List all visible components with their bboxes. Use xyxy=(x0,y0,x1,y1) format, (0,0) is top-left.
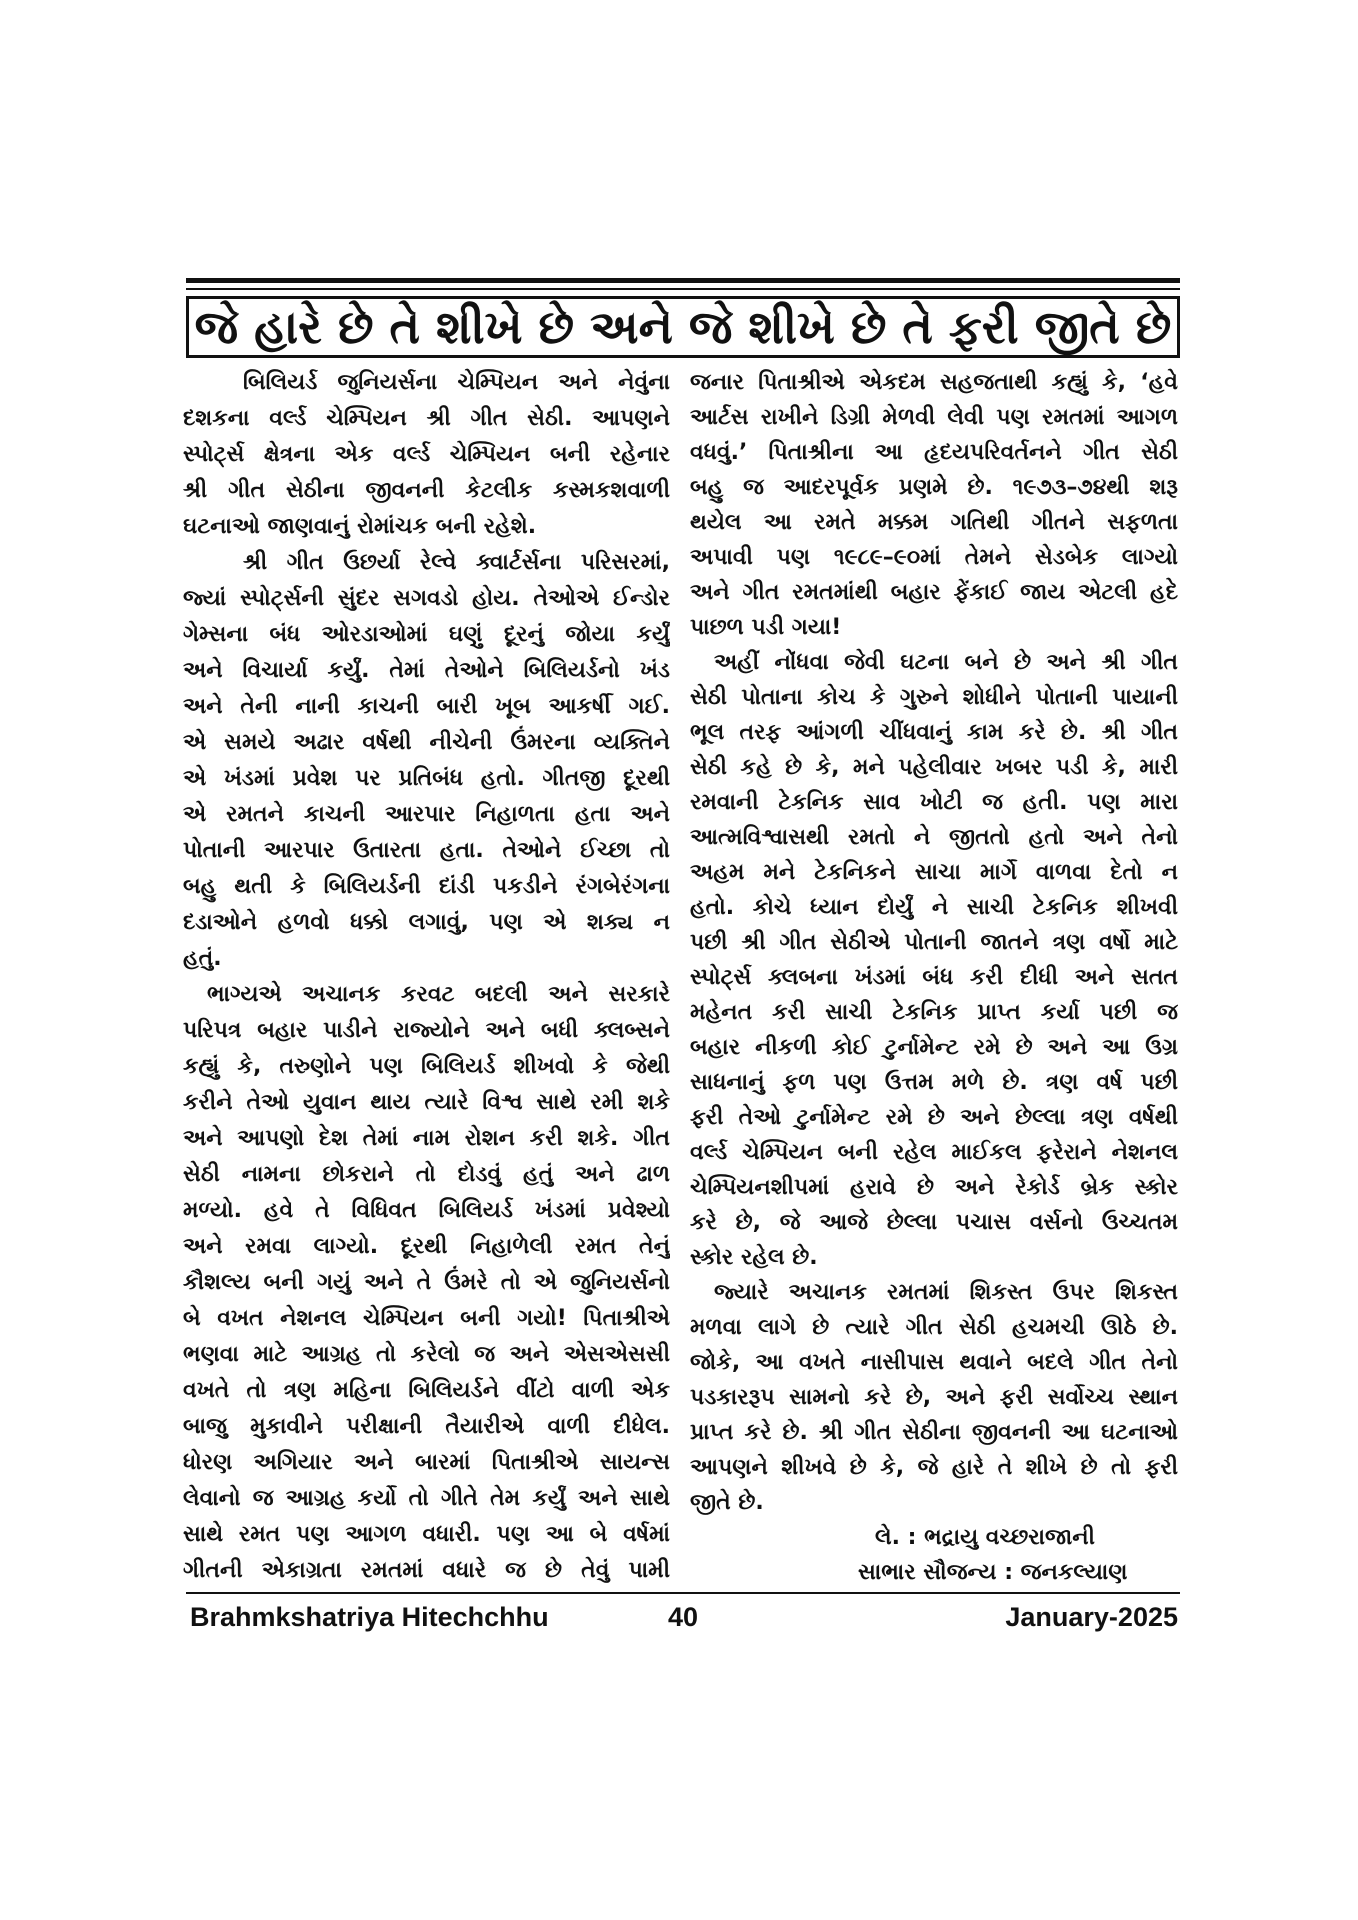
text-line: રમવાની ટેકનિક સાવ ખોટી જ હતી. પણ મારા xyxy=(690,790,1178,815)
text-line: બહાર નીકળી કોઈ ટુર્નામેન્ટ રમે છે અને આ ઉગ્ર xyxy=(690,1035,1178,1060)
title-box xyxy=(186,296,1180,358)
text-line: આર્ટસ રાખીને ડિગ્રી મેળવી લેવી પણ રમતમાં આગળ xyxy=(690,405,1178,430)
text-line: લેવાનો જ આગ્રહ કર્યો તો ગીતે તેમ કર્યું અને સાથે xyxy=(183,1486,670,1511)
text-line: કહ્યું કે, તરુણોને પણ બિલિયર્ડ શીખવો કે જેથી xyxy=(183,1054,670,1079)
text-line: સાથે રમત પણ આગળ વધારી. પણ આ બે વર્ષમાં xyxy=(183,1522,670,1547)
text-line: બે વખત નેશનલ ચેમ્પિયન બની ગયો! પિતાશ્રીએ xyxy=(183,1306,670,1331)
text-line: જનાર પિતાશ્રીએ એકદમ સહજતાથી કહ્યું કે, ‘હવે xyxy=(690,370,1178,395)
text-line: ધોરણ અગિયાર અને બારમાં પિતાશ્રીએ સાયન્સ xyxy=(183,1450,670,1475)
text-line: અપાવી પણ ૧૯૮૯–૯૦માં તેમને સેડબેક લાગ્યો xyxy=(690,545,1178,570)
text-line: હતું. xyxy=(183,946,222,971)
text-line: વધવું.’ પિતાશ્રીના આ હૃદયપરિવર્તનને ગીત સેઠી xyxy=(690,440,1178,465)
text-line: જ્યારે અચાનક રમતમાં શિકસ્ત ઉપર શિકસ્ત xyxy=(714,1280,1178,1305)
text-line: અને આપણો દેશ તેમાં નામ રોશન કરી શકે. ગીત xyxy=(183,1126,670,1151)
text-line: સેઠી કહે છે કે, મને પહેલીવાર ખબર પડી કે, મારી xyxy=(690,755,1178,780)
text-line: કરીને તેઓ યુવાન થાય ત્યારે વિશ્વ સાથે રમી શકે xyxy=(183,1090,670,1115)
header-rule-thin xyxy=(186,288,1180,290)
text-line: પ્રાપ્ત કરે છે. શ્રી ગીત સેઠીના જીવનની આ ઘટનાઓ xyxy=(690,1420,1178,1445)
text-line: ભૂલ તરફ આંગળી ચીંધવાનું કામ કરે છે. શ્રી ગીત xyxy=(690,720,1178,745)
paragraph xyxy=(690,645,1178,1275)
right-column xyxy=(690,365,1178,1590)
text-line: પોતાની આરપાર ઉતારતા હતા. તેઓને ઈચ્છા તો xyxy=(183,838,670,863)
text-line: સેઠી નામના છોકરાને તો દોડવું હતું અને ઢાળ xyxy=(183,1162,670,1187)
text-line: મહેનત કરી સાચી ટેકનિક પ્રાપ્ત કર્યા પછી જ xyxy=(690,1000,1178,1025)
footer-page-number: 40 xyxy=(667,1602,699,1632)
text-line: ભણવા માટે આગ્રહ તો કરેલો જ અને એસએસસી xyxy=(183,1342,670,1367)
text-line: શ્રી ગીત સેઠીના જીવનની કેટલીક કસ્મકશવાળી xyxy=(183,478,670,503)
text-line: મળવા લાગે છે ત્યારે ગીત સેઠી હચમચી ઊઠે છે. xyxy=(690,1315,1178,1340)
text-line: અને ગીત રમતમાંથી બહાર ફેંકાઈ જાય એટલી હદે xyxy=(690,580,1178,605)
text-line: પાછળ પડી ગયા! xyxy=(690,615,842,640)
text-line: બહુ થતી કે બિલિયર્ડની દાંડી પકડીને રંગબેરંગના xyxy=(183,874,670,899)
text-line: અને રમવા લાગ્યો. દૂરથી નિહાળેલી રમત તેનું xyxy=(183,1234,670,1259)
text-line: સાધનાનું ફળ પણ ઉત્તમ મળે છે. ત્રણ વર્ષ પછી xyxy=(690,1070,1178,1095)
text-line: આપણને શીખવે છે કે, જે હારે તે શીખે છે તો ફરી xyxy=(690,1455,1178,1480)
text-line: અને વિચાર્યા કર્યું. તેમાં તેઓને બિલિયર્ડનો ખંડ xyxy=(183,658,670,683)
text-line: જીતે છે. xyxy=(690,1490,764,1515)
text-line: કૌશલ્ય બની ગયું અને તે ઉંમરે તો એ જુનિયર્સનો xyxy=(183,1270,670,1295)
text-line: સેઠી પોતાના કોચ કે ગુરુને શોધીને પોતાની પાયાની xyxy=(690,685,1178,710)
text-line: બહુ જ આદરપૂર્વક પ્રણમે છે. ૧૯૭૩–૭૪થી શરૂ xyxy=(690,475,1178,500)
text-line: એ સમયે અઢાર વર્ષથી નીચેની ઉંમરના વ્યક્તિને xyxy=(183,730,670,755)
text-line: અહીં નોંધવા જેવી ઘટના બને છે અને શ્રી ગીત xyxy=(714,650,1178,675)
text-line: વખતે તો ત્રણ મહિના બિલિયર્ડને વીંટો વાળી એક xyxy=(183,1378,670,1403)
paragraph xyxy=(690,365,1178,645)
text-line: પડકારરૂપ સામનો કરે છે, અને ફરી સર્વોચ્ચ સ્થાન xyxy=(690,1385,1178,1410)
paragraph xyxy=(183,977,670,1589)
text-line: શ્રી ગીત ઉછર્યા રેલ્વે ક્વાર્ટર્સના પરિસરમાં, xyxy=(243,550,670,575)
text-line: થયેલ આ રમતે મક્કમ ગતિથી ગીતને સફળતા xyxy=(690,510,1178,535)
left-column xyxy=(183,365,670,1589)
text-line: ગેમ્સના બંધ ઓરડાઓમાં ઘણું દૂરનું જોયા કર્યું xyxy=(183,622,670,647)
footer-rule xyxy=(186,1592,1180,1594)
text-line: વર્લ્ડ ચેમ્પિયન બની રહેલ માઈકલ ફરેરાને નેશનલ xyxy=(690,1140,1178,1165)
text-line: ઘટનાઓ જાણવાનું રોમાંચક બની રહેશે. xyxy=(183,514,537,539)
paragraph xyxy=(183,365,670,545)
paragraph xyxy=(690,1275,1178,1520)
text-line: ફરી તેઓ ટુર્નામેન્ટ રમે છે અને છેલ્લા ત્રણ વર્ષથી xyxy=(690,1105,1178,1130)
text-line: હતો. કોચે ધ્યાન દોર્યું ને સાચી ટેકનિક શીખવી xyxy=(690,895,1178,920)
text-line: બિલિયર્ડ જુનિયર્સના ચેમ્પિયન અને નેવુંના xyxy=(243,370,670,395)
text-line: ગીતની એકાગ્રતા રમતમાં વધારે જ છે તેવું પામી xyxy=(183,1558,670,1583)
header-rule-thick xyxy=(186,278,1180,283)
text-line: સ્કોર રહેલ છે. xyxy=(690,1245,818,1270)
text-line: દડાઓને હળવો ધક્કો લગાવું, પણ એ શક્ય ન xyxy=(183,910,670,935)
footer-issue-date: January-2025 xyxy=(1005,1602,1178,1632)
text-line: આત્મવિશ્વાસથી રમતો ને જીતતો હતો અને તેનો xyxy=(690,825,1178,850)
courtesy-credit: સાભાર સૌજન્ય : જનકલ્યાણ xyxy=(858,1560,1128,1585)
article-title: જે હારે છે તે શીખે છે અને જે શીખે છે તે ફરી જીતે છે xyxy=(194,300,1172,354)
text-line: અહમ મને ટેકનિકને સાચા માર્ગે વાળવા દેતો ન xyxy=(690,860,1178,885)
text-line: એ ખંડમાં પ્રવેશ પર પ્રતિબંધ હતો. ગીતજી દૂરથી xyxy=(183,766,670,791)
text-line: દશકના વર્લ્ડ ચેમ્પિયન શ્રી ગીત સેઠી. આપણને xyxy=(183,406,670,431)
text-line: એ રમતને કાચની આરપાર નિહાળતા હતા અને xyxy=(183,802,670,827)
text-line: ભાગ્યએ અચાનક કરવટ બદલી અને સરકારે xyxy=(207,982,670,1007)
text-line: બાજુ મુકાવીને પરીક્ષાની તૈયારીએ વાળી દીધેલ. xyxy=(183,1414,670,1439)
author-credit: લે. : ભદ્રાયુ વચ્છરાજાની xyxy=(875,1525,1095,1550)
footer-magazine-name: Brahmkshatriya Hitechchhu xyxy=(190,1602,549,1632)
text-line: પછી શ્રી ગીત સેઠીએ પોતાની જાતને ત્રણ વર્ષો માટે xyxy=(690,930,1178,955)
text-line: અને તેની નાની કાચની બારી ખૂબ આકર્ષી ગઈ. xyxy=(183,694,670,719)
text-line: જોકે, આ વખતે નાસીપાસ થવાને બદલે ગીત તેનો xyxy=(690,1350,1178,1375)
text-line: મળ્યો. હવે તે વિધિવત બિલિયર્ડ ખંડમાં પ્રવેશ્યો xyxy=(183,1198,670,1223)
text-line: જ્યાં સ્પોર્ટ્સની સુંદર સગવડો હોય. તેઓએ ઈન્ડોર xyxy=(183,586,670,611)
text-line: કરે છે, જે આજે છેલ્લા પચાસ વર્સનો ઉચ્ચતમ xyxy=(690,1210,1178,1235)
text-line: ચેમ્પિયનશીપમાં હરાવે છે અને રેકોર્ડ બ્રેક સ્કોર xyxy=(690,1175,1178,1200)
text-line: સ્પોર્ટ્સ ક્લબના ખંડમાં બંધ કરી દીધી અને સતત xyxy=(690,965,1178,990)
text-line: સ્પોર્ટ્સ ક્ષેત્રના એક વર્લ્ડ ચેમ્પિયન બની રહેનાર xyxy=(183,442,670,467)
paragraph xyxy=(183,545,670,977)
text-line: પરિપત્ર બહાર પાડીને રાજ્યોને અને બધી ક્લબ્સને xyxy=(183,1018,670,1043)
